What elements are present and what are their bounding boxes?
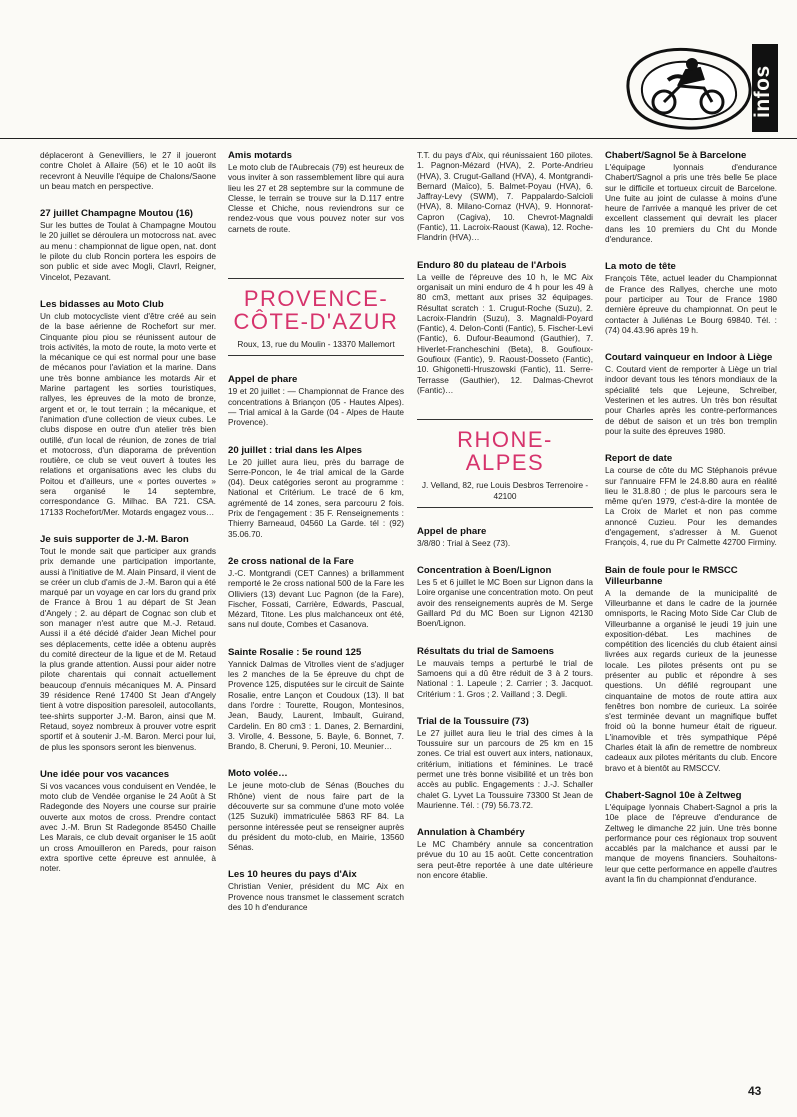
article-title: Chabert-Sagnol 10e à Zeltweg bbox=[605, 789, 742, 801]
logo-text: infos bbox=[751, 65, 774, 118]
article bbox=[605, 352, 777, 436]
article bbox=[417, 716, 593, 810]
article-title: Amis motards bbox=[228, 150, 292, 161]
article-body: Le 20 juillet aura lieu, près du barrage de Serre-Poncon, le 4e trial amical de la Garde (04). Deux catégories seront au programme : National et Critérium. Le tracé de 6 km, agrémenté de 14 zones, sera parcouru 2 fois. Prix de l'engagement : 35 F. Renseignements : Thierry Barneaud, 04560 La Garde. tél : (92) 35.06.70. bbox=[228, 456, 404, 539]
article-title: Annulation à Chambéry bbox=[417, 827, 525, 839]
article bbox=[417, 150, 593, 243]
article bbox=[40, 208, 216, 282]
article bbox=[417, 827, 593, 880]
article-body: Le moto club de l'Aubrecais (79) est heureux de vous inviter à son rassemblement libre qui aura lieu les 27 et 28 septembre sur la commune de Clesse, le terrain se trouve sur la D.117 entre Clesse et Chiche, nous reviendrons sur ce rendez-vous que vous pouvez noter sur vos carnets de route. bbox=[228, 162, 404, 234]
article-body: Christian Venier, président du MC Aix en Provence nous transmet le classement scratch des 10 h d'endurance bbox=[228, 881, 404, 913]
article-body: L'équipage lyonnais Chabert-Sagnol a pris la 10e place de l'épreuve d'endurance de Zeltweg le dimanche 22 juin. Une très bonne performance pour ces régionaux trop souvent accablés par la malchance et aussi par le manque de moyens financiers. Souhaitons-leur que cette performance en appelle d'autres avant la fin du championnat d'endurance. bbox=[605, 801, 777, 885]
header-rule bbox=[0, 138, 797, 139]
article-title: 27 juillet Champagne Moutou (16) bbox=[40, 208, 193, 220]
article-title: 20 juillet : trial dans les Alpes bbox=[228, 444, 363, 456]
article-title: Je suis supporter de J.-M. Baron bbox=[40, 533, 189, 545]
article-title: Appel de phare bbox=[228, 374, 298, 386]
article-body: Yannick Dalmas de Vitrolles vient de s'adjuger les 2 manches de la 5e épreuve du chpt de Provence 125, disputées sur le circuit de Sainte Rosalie, entre Lançon et Coudoux (13). Il bat dans l'ordre : Tourette, Rougon, Montesinos, Jean, Baudy, Laurent, Imbault, Guirand, Cardelin. En 80 cm3 : 1. Danes, 2. Bernardini, 3. Virolle, 4. Bessone, 5. Bayle, 6. Bonnet, 7. Brando, 8. Cheruni, 9. Peroni, 10. Meunier… bbox=[228, 658, 404, 752]
article bbox=[228, 445, 404, 539]
article-body: Sur les buttes de Toulat à Champagne Moutou le 20 juillet se déroulera un motocross nat. avec au menu : championnat de ligue open, nat. dont le pilote du club Roncin portera les espoirs de son public et side avec Mogli, Clavrl, Reigner, Vincelot, Pezavant. bbox=[40, 220, 216, 282]
region-name: ALPES bbox=[465, 450, 545, 476]
article-title: Les 10 heures du pays d'Aix bbox=[228, 869, 357, 881]
article bbox=[605, 565, 777, 773]
column-4 bbox=[605, 150, 777, 901]
article-title: Chabert/Sagnol 5e à Barcelone bbox=[605, 150, 747, 161]
article-body: C. Coutard vient de remporter à Liège un trial indoor devant tous les ténors mondiaux de la spécialité tels que Lejeune, Schreiber, Vesterinen et les autres. Un très bon résultat pour Charles après les contre-performances de début de saison et un très bon tremplin pour la suite des épreuves 1980. bbox=[605, 364, 777, 436]
article-body: Le 27 juillet aura lieu le trial des cimes à la Toussuire sur un parcours de 25 km en 15 zones. Ce trial est ouvert aux inters, nationaux, critérium, initiations et féminines. Le tracé permet une très bonne visibilité et un très bon accès au public. Engagements : J.-J. Schaller chalet G. Lyvet La Toussuire 73300 St Jean de Maurienne. Tél. : (79) 56.73.72. bbox=[417, 727, 593, 810]
article bbox=[40, 150, 216, 191]
article-body: Un club motocycliste vient d'être créé au sein de la base aérienne de Rochefort sur mer. Cinquante piou piou se réunissent autour de trois activités, la moto de route, la moto verte et la mécanique ce qui est normal pour une base de mécanos pour l'aviation et la marine. Dans une très bonne ambiance les motards Air et Marine partagent les sorties touristiques, rallyes, les épreuves de la moto de bronze, argent et or, le tout terrain ; la mécanique, et l'animation d'une collection de vieux cubes. Le clubs dispose en outre d'un atelier très bien outillé, d'un local de réunion, de zones de trial et motocross, d'un diaporama de prévention routière, ce club se veut ouvert à toutes les relations et organisations avec les clubs du Poitou et d'ailleurs, une « portes ouvertes » sera organisé le 14 septembre, correspondance G. Milhac. BA 721. CSA. 17133 Rochefort/Mer. Motards engagez vous… bbox=[40, 310, 216, 517]
article-title: Appel de phare bbox=[417, 525, 487, 537]
article-body: Le MC Chambéry annule sa concentration prévue du 10 au 15 août. Cette concentration sera peut-être reportée à une date ultérieure non encore établie. bbox=[417, 839, 593, 881]
article-body: Si vos vacances vous conduisent en Vendée, le moto club de Vendée organise le 24 Août à St Radegonde des Noyers une course sur prairie ouverte aux motos de cross. Prendre contact avec J.-M. Brun St Radegonde 85450 Chaille Les Marais, ce club devait organiser le 15 août un cross Amouilleron en Pareds, pour raison extra sportive cette épreuve est annulée, à noter. bbox=[40, 780, 216, 874]
region-box-provence bbox=[228, 278, 404, 356]
article-title: Résultats du trial de Samoens bbox=[417, 645, 555, 657]
article-body: Le mauvais temps a perturbé le trial de Samoens qui a dû être réduit de 3 à 2 tours. National : 1. Lapeule ; 2. Carrier ; 3. Jacquot. Critérium : 1. Gros ; 2. Vailland ; 3. Degli. bbox=[417, 657, 593, 699]
region-box-rhone-alpes bbox=[417, 419, 593, 508]
article-body: déplaceront à Genevilliers, le 27 il joueront contre Cholet à Allaire (56) et le 10 août ils recevront à Neuville l'équipe de Chalons/Saone un beau match en perspective. bbox=[40, 150, 216, 191]
article bbox=[40, 534, 216, 752]
article-title: Concentration à Boen/Lignon bbox=[417, 565, 552, 577]
article bbox=[417, 565, 593, 628]
article bbox=[228, 647, 404, 752]
article-body: 3/8/80 : Trial à Seez (73). bbox=[417, 537, 511, 548]
article bbox=[40, 299, 216, 517]
infos-logo bbox=[620, 40, 780, 135]
article bbox=[228, 150, 404, 234]
article bbox=[228, 374, 404, 427]
column-1 bbox=[40, 150, 216, 891]
article bbox=[417, 526, 593, 548]
article bbox=[228, 869, 404, 912]
article-body: J.-C. Montgrandi (CET Cannes) a brillamment remporté le 2e cross national 500 de la Fare les Olliviers (13) devant Luc Pagnon (de la Fare), Fischer, Fossati, Carrière, Edwards, Pascual, Mézard, Titone. Les plus malchanceux ont été, sans nul doute, Combes et Casanova. bbox=[228, 567, 404, 630]
region-name: PROVENCE- bbox=[243, 286, 389, 312]
article-body: 19 et 20 juillet : — Championnat de France des concentrations à Briançon (05 - Hautes Alpes). — Trial amical à la Garde (04 - Alpes de Haute Provence). bbox=[228, 386, 404, 428]
article-body: Tout le monde sait que participer aux grands prix demande une participation importante, aussi à l'initiative de M. Alain Pinsard, il vient de se créer un club d'amis de J.-M. Baron qui a été marqué par un voyage en car lors du grand prix de France à Brou 1 au départ de St Jean d'Angely ; 2. au départ de Cognac son club et son manager n'est autre que M.-J. Retaud. Aussi il a été décidé d'aider Jean Michel pour ses déplacements, cette idée a obtenu auprès du comité directeur de la ligue et de M. Retaud la plus grande attention. Aussi pour aider notre pilote charentais qui connait actuellement beaucoup d'ennuis mécaniques M. A. Pinsard 39 résidence René 17400 St Jean d'Angely tient à votre disposition paresoleil, autocollants, tee-shirts supporter J.-M. Baron, ainsi que M. Retaud, soyez nombreux à prouver votre esprit sportif et à soutenir J.-M. Baron. Merci pour lui, de plus les sponsors seront les bienvenus. bbox=[40, 545, 216, 752]
article bbox=[40, 769, 216, 874]
page-number: 43 bbox=[748, 1084, 762, 1098]
article bbox=[228, 556, 404, 630]
article-title: Bain de foule pour le RMSCC Villeurbanne bbox=[605, 564, 738, 587]
article-title: Enduro 80 du plateau de l'Arbois bbox=[417, 259, 567, 271]
article-title: Une idée pour vos vacances bbox=[40, 768, 170, 780]
article-title: Moto volée… bbox=[228, 768, 288, 780]
article-title: Les bidasses au Moto Club bbox=[40, 298, 164, 310]
article-body: T.T. du pays d'Aix, qui réunissaient 160 pilotes. 1. Pagnon-Mézard (HVA), 2. Porte-Andrieu (HVA), 3. Crugut-Galland (HVA), 4. Montgrandi-Bernard (Maïco), 5. Balmet-Poyau (HVA), 6. Jaffray-Levy (SWM), 7. Pappalardo-Salcioli (HVA), 8. Milano-Cornaz (HVA), 9. Honnorat-Capron (Cagiva), 10. Chevrot-Magnaldi (Fantic), 11. Lacroix-Raoust (Kawa), 12. Roche-Flandrin (HVA)… bbox=[417, 150, 593, 243]
article bbox=[605, 790, 777, 884]
article-title: Coutard vainqueur en Indoor à Liège bbox=[605, 352, 773, 364]
article-title: 2e cross national de la Fare bbox=[228, 555, 354, 567]
article-body: La veille de l'épreuve des 10 h, le MC Aix organisait un mini enduro de 4 h pour les 49 à 80 cm3, mettant aux prises 32 équipages. Résultat scratch : 1. Crugut-Roche (Suzu), 2. Lacroix-Flandrin (Suzu), 3. Magnaldi-Poyard (Fantic), 4. Delon-Conti (Fantic), 5. Fischer-Levi (Fantic), 6. Dufour-Beaumond (Gauthier), 7. Hiverlet-Francheschini (Beta), 8. Goufioux-Goufioux (Fantic), 9. Raoust-Dosseto (Fantic), 10. Ghigonetti-Hruszowski (Fantic), 11. Serre-Terrasse (Gauthier), 12. Dalmas-Chevrot (Fantic)… bbox=[417, 271, 593, 395]
column-3 bbox=[417, 150, 593, 897]
column-2 bbox=[228, 150, 404, 929]
article-body: Le jeune moto-club de Sénas (Bouches du Rhône) vient de nous faire part de la découverte sur sa commune d'une moto volée (125 Suzuki) immatriculée 5863 RF 84. La personne intéressée peut se renseigner auprès du président du moto-club, en Mairie, 13560 Sénas. bbox=[228, 780, 404, 853]
article bbox=[605, 453, 777, 547]
article bbox=[417, 260, 593, 396]
article-title: La moto de tête bbox=[605, 261, 676, 273]
article-title: Sainte Rosalie : 5e round 125 bbox=[228, 646, 362, 658]
article-title: Trial de la Toussuire (73) bbox=[417, 715, 529, 727]
region-name: RHONE- bbox=[457, 427, 553, 453]
article bbox=[605, 261, 777, 335]
region-name: CÔTE-D'AZUR bbox=[233, 309, 399, 335]
article bbox=[417, 646, 593, 699]
article-body: La course de côte du MC Stéphanois prévue sur l'annuaire FFM le 24.8.80 aura en réalité lieu le 31.8.80 ; de plus le parcours sera le même qu'en 1979, c'est-à-dire la montée de La Croix de Marlet et non pas comme annoncé Cuzieu. Pour les demandes d'engagement, s'adresser à M. Guenot François, 4, rue du Pr Calmette 42700 Firminy. bbox=[605, 465, 777, 548]
article bbox=[605, 150, 777, 244]
article bbox=[228, 768, 404, 852]
article-body: A la demande de la municipalité de Villeurbanne et dans le cadre de la journée omnisports, le Racing Moto Side Car Club de Villeurbanne a organisé le jeudi 19 juin une exposition-débat. Les machines de compétition des licenciés du club étaient ainsi livrées aux regards curieux de la jeunesse locale. Les pilotes présents ont pu se présenter au public et répondre à ses questions. Un défilé regroupant une cinquantaine de motos de route attira aux fenêtres bon nombre de curieux. La soirée s'est terminée devant un magnifique buffet froid où la bonne humeur était de rigueur. L'inamovible et très sympathique Pépé Charles était là afin de remettre de nombreux cadeaux aux pilotes méritants du club. Encore bravo et à bientôt au RMSCCV. bbox=[605, 587, 777, 773]
article-title: Report de date bbox=[605, 453, 673, 465]
region-address: Roux, 13, rue du Moulin - 13370 Mallemort bbox=[237, 339, 395, 350]
article-body: Les 5 et 6 juillet le MC Boen sur Lignon dans la Loire organise une concentration moto. On peut avoir des renseignements auprès de M. Serge Gaillard Pd du MC Boen sur Lignon 42130 Boen/Lignon. bbox=[417, 577, 593, 629]
article-body: L'équipage lyonnais d'endurance Chabert/Sagnol a pris une très belle 5e place sur le difficile et tortueux circuit de Barcelone. Une fuite au joint de culasse à moins d'une heure de l'arrivée a manqué les priver de cet excellent classement qui devrait les placer dans les 10 premiers du Cht du Monde d'endurance. bbox=[605, 162, 777, 245]
region-address: J. Velland, 82, rue Louis Desbros Terrenoire - 42100 bbox=[421, 480, 589, 501]
article-body: François Tête, actuel leader du Championnat de France des Rallyes, cherche une moto pour participer au Tour de France 1980 dernière épreuve du championnat. On peut le contacter à Juliénas Le Bourg 69840. Tél. : (74) 04.43.96 après 19 h. bbox=[605, 273, 777, 335]
